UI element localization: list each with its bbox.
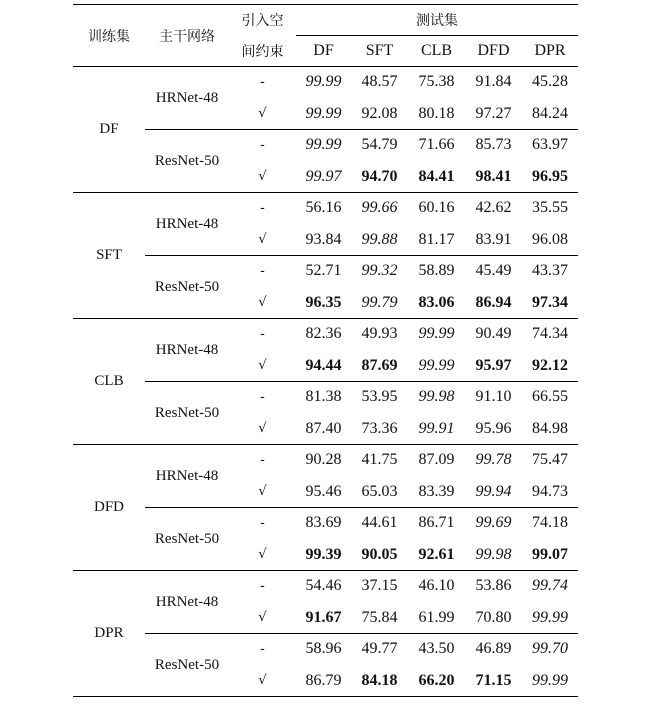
value-cell: 37.15 [351,571,408,602]
constraint-check: √ [258,105,267,121]
value-cell: 87.69 [361,356,398,374]
backbone-cell: HRNet-48 [145,193,229,256]
backbone-header: 主干网络 [145,5,229,67]
train-set-cell: DFD [73,445,145,571]
table-header [73,5,578,67]
value-cell: 90.49 [465,319,522,350]
backbone-cell: HRNet-48 [145,67,229,130]
value-cell: 86.79 [296,665,351,697]
constraint-dash: - [229,508,296,539]
table-row [73,445,578,476]
value-cell: 75.38 [408,67,465,98]
value-cell: 99.99 [532,608,569,626]
backbone-cell: ResNet-50 [145,634,229,697]
train-set-cell: DF [73,67,145,193]
value-cell: 92.61 [418,545,455,563]
backbone-cell: HRNet-48 [145,571,229,634]
backbone-cell: ResNet-50 [145,382,229,445]
backbone-cell: HRNet-48 [145,445,229,508]
table-row [73,67,578,98]
value-cell: 96.35 [305,293,342,311]
value-cell: 92.12 [532,356,569,374]
table-row [73,130,578,161]
constraint-header-line2: 间约束 [241,43,284,60]
value-cell: 94.44 [305,356,342,374]
value-cell: 98.41 [475,167,512,185]
constraint-check: √ [258,357,267,373]
value-cell: 95.97 [475,356,512,374]
value-cell: 86.71 [408,508,465,539]
backbone-cell: HRNet-48 [145,319,229,382]
value-cell: 94.70 [361,167,398,185]
value-cell: 99.99 [408,319,465,350]
value-cell: 49.77 [351,634,408,665]
train-set-cell: DPR [73,571,145,697]
value-cell: 99.97 [305,167,342,185]
constraint-dash: - [229,256,296,287]
value-cell: 44.61 [351,508,408,539]
value-cell: 99.98 [408,382,465,413]
value-cell: 75.84 [361,608,398,626]
value-cell: 99.94 [475,482,512,500]
value-cell: 71.66 [408,130,465,161]
value-cell: 91.84 [465,67,522,98]
value-cell: 70.80 [475,608,512,626]
value-cell: 99.99 [418,356,455,374]
value-cell: 56.16 [296,193,351,224]
value-cell: 53.95 [351,382,408,413]
value-cell: 96.08 [532,230,569,248]
value-cell: 99.79 [361,293,398,311]
table-body [73,67,578,697]
value-cell: 84.18 [351,665,408,697]
value-cell: 99.99 [522,665,578,697]
value-cell: 83.39 [418,482,455,500]
value-cell: 75.47 [522,445,578,476]
test-col-header: SFT [365,42,394,59]
value-cell: 97.27 [475,104,512,122]
value-cell: 99.99 [296,130,351,161]
constraint-dash: - [229,445,296,476]
constraint-check: √ [229,665,296,697]
value-cell: 86.94 [475,293,512,311]
value-cell: 81.38 [296,382,351,413]
value-cell: 85.73 [465,130,522,161]
value-cell: 99.66 [351,193,408,224]
table-row [73,256,578,287]
value-cell: 84.41 [418,167,455,185]
value-cell: 90.05 [361,545,398,563]
test-col-header: DPR [534,42,566,59]
value-cell: 91.67 [305,608,342,626]
value-cell: 99.70 [522,634,578,665]
value-cell: 46.10 [408,571,465,602]
value-cell: 61.99 [418,608,455,626]
train-set-cell: SFT [73,193,145,319]
value-cell: 71.15 [465,665,522,697]
backbone-cell: ResNet-50 [145,508,229,571]
value-cell: 91.10 [465,382,522,413]
train-set-cell: CLB [73,319,145,445]
value-cell: 87.09 [408,445,465,476]
value-cell: 58.96 [296,634,351,665]
value-cell: 99.91 [418,419,455,437]
constraint-check: √ [258,483,267,499]
value-cell: 95.96 [475,419,512,437]
value-cell: 99.74 [522,571,578,602]
value-cell: 90.28 [296,445,351,476]
results-table [73,4,578,697]
value-cell: 83.69 [296,508,351,539]
constraint-check: √ [258,420,267,436]
table-row [73,382,578,413]
value-cell: 42.62 [465,193,522,224]
value-cell: 60.16 [408,193,465,224]
results-table-container [73,4,578,697]
value-cell: 94.73 [532,482,569,500]
test-col-header: DFD [477,42,510,59]
value-cell: 66.20 [408,665,465,697]
constraint-header-line1: 引入空 [229,5,296,36]
table-row [73,193,578,224]
value-cell: 53.86 [465,571,522,602]
constraint-dash: - [229,634,296,665]
value-cell: 43.50 [408,634,465,665]
train-set-header: 训练集 [73,5,145,67]
table-row [73,634,578,665]
value-cell: 93.84 [305,230,342,248]
value-cell: 96.95 [532,167,569,185]
backbone-cell: ResNet-50 [145,256,229,319]
constraint-check: √ [258,609,267,625]
value-cell: 80.18 [418,104,455,122]
value-cell: 84.24 [532,104,569,122]
value-cell: 99.07 [532,545,569,563]
value-cell: 63.97 [522,130,578,161]
value-cell: 99.99 [296,67,351,98]
value-cell: 81.17 [418,230,455,248]
constraint-dash: - [229,193,296,224]
value-cell: 99.98 [475,545,512,563]
value-cell: 73.36 [361,419,398,437]
table-row [73,571,578,602]
value-cell: 99.78 [465,445,522,476]
value-cell: 54.46 [296,571,351,602]
constraint-check: √ [258,231,267,247]
value-cell: 87.40 [305,419,342,437]
constraint-check: √ [258,168,267,184]
constraint-check: √ [258,294,267,310]
constraint-dash: - [229,571,296,602]
value-cell: 99.88 [361,230,398,248]
value-cell: 74.18 [522,508,578,539]
table-row [73,508,578,539]
value-cell: 83.06 [418,293,455,311]
value-cell: 45.28 [522,67,578,98]
value-cell: 35.55 [522,193,578,224]
value-cell: 99.69 [465,508,522,539]
value-cell: 83.91 [475,230,512,248]
test-set-header: 测试集 [296,5,578,36]
value-cell: 95.46 [305,482,342,500]
constraint-dash: - [229,382,296,413]
value-cell: 45.49 [465,256,522,287]
test-col-header: CLB [420,42,453,59]
backbone-cell: ResNet-50 [145,130,229,193]
value-cell: 99.32 [351,256,408,287]
value-cell: 49.93 [351,319,408,350]
value-cell: 82.36 [296,319,351,350]
value-cell: 65.03 [361,482,398,500]
value-cell: 54.79 [351,130,408,161]
value-cell: 46.89 [465,634,522,665]
value-cell: 52.71 [296,256,351,287]
constraint-dash: - [229,67,296,98]
value-cell: 92.08 [361,104,398,122]
value-cell: 97.34 [532,293,569,311]
value-cell: 41.75 [351,445,408,476]
value-cell: 99.39 [305,545,342,563]
constraint-check: √ [258,546,267,562]
test-col-header: DF [313,42,334,59]
table-row [73,319,578,350]
value-cell: 43.37 [522,256,578,287]
constraint-dash: - [229,130,296,161]
constraint-dash: - [229,319,296,350]
value-cell: 74.34 [522,319,578,350]
value-cell: 99.99 [305,104,342,122]
value-cell: 58.89 [408,256,465,287]
value-cell: 84.98 [532,419,569,437]
value-cell: 48.57 [351,67,408,98]
value-cell: 66.55 [522,382,578,413]
